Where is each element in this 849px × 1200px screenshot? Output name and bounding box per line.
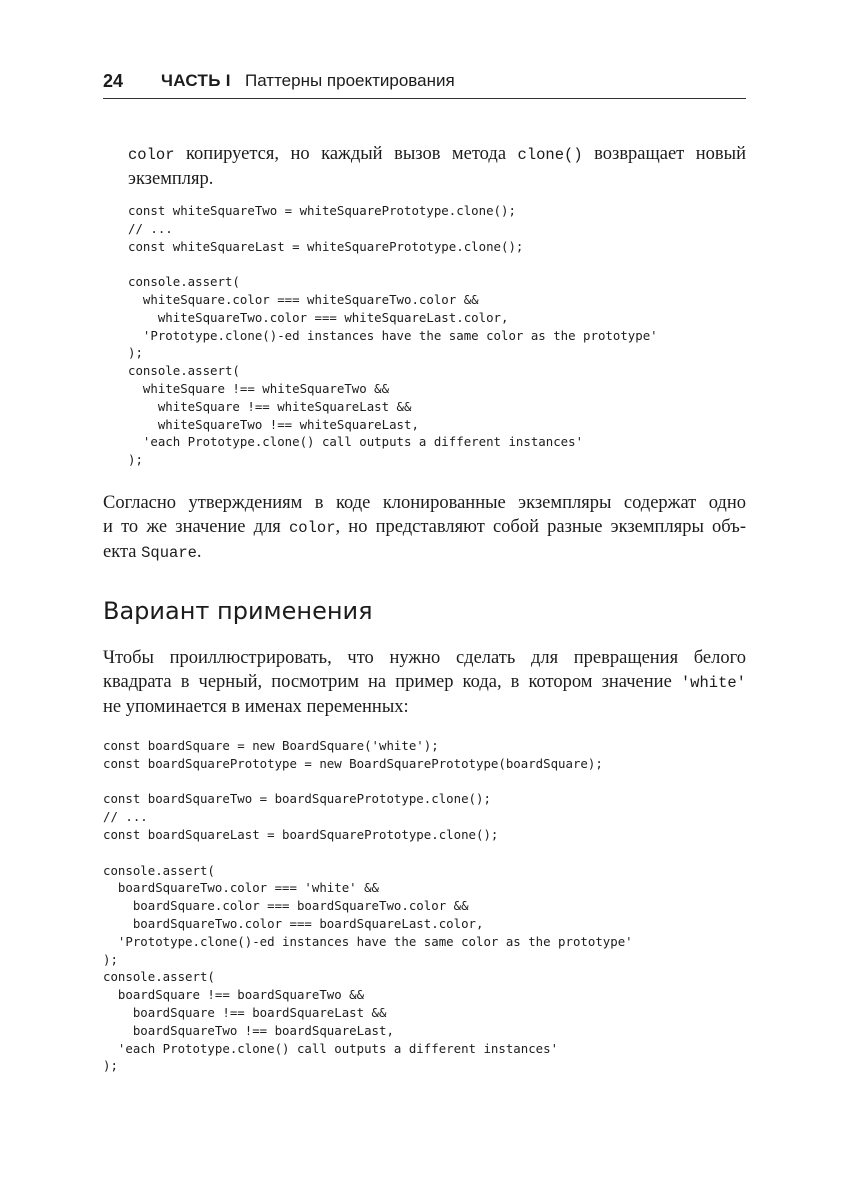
usage-line-3: не упоминается в именах переменных:	[103, 697, 409, 717]
code-line: );	[128, 345, 143, 361]
code-line: 'Prototype.clone()-ed instances have the same color as the prototype'	[103, 933, 633, 949]
inline-code: color	[288, 519, 336, 537]
code-line: );	[103, 1058, 118, 1074]
explanation-line-2	[103, 515, 746, 540]
code-line	[103, 844, 633, 862]
text-fragment: квадрата в черный, посмотрим на пример кода, в котором значение	[103, 672, 681, 692]
code-block-1	[128, 202, 658, 469]
code-line: boardSquare.color === boardSquareTwo.color &&	[103, 898, 469, 914]
code-line: 'Prototype.clone()-ed instances have the same color as the prototype'	[128, 327, 658, 343]
code-line: boardSquareTwo !== boardSquareLast,	[103, 1022, 394, 1038]
usage-line-2	[103, 670, 746, 695]
text-fragment: , но представляют собой разные экземпляры объ-	[335, 517, 746, 537]
code-line: );	[103, 951, 118, 967]
code-line: whiteSquareTwo.color === whiteSquareLast.color,	[128, 309, 509, 325]
text-fragment: и то же значение для	[103, 517, 289, 537]
code-line: whiteSquare !== whiteSquareLast &&	[128, 398, 412, 414]
code-line: 'each Prototype.clone() call outputs a different instances'	[103, 1040, 559, 1056]
code-line: boardSquareTwo.color === 'white' &&	[103, 880, 380, 896]
explanation-line-1: Согласно утверждениям в коде клонированные экземпляры содержат одно	[103, 493, 746, 513]
code-line: 'each Prototype.clone() call outputs a different instances'	[128, 434, 584, 450]
usage-paragraph	[103, 646, 746, 719]
text-fragment: .	[196, 542, 202, 562]
inline-code: color	[128, 146, 175, 164]
code-line: const boardSquareTwo = boardSquarePrototype.clone();	[103, 791, 491, 807]
explanation-line-3	[103, 540, 746, 565]
part-label: ЧАСТЬ I	[161, 71, 231, 90]
code-line: );	[128, 452, 143, 468]
text-fragment: екта	[103, 542, 142, 562]
text-fragment: возвращает новый	[582, 144, 746, 164]
code-line: boardSquareTwo.color === boardSquareLast.color,	[103, 915, 484, 931]
inline-code: 'white'	[680, 674, 746, 692]
code-line: boardSquare !== boardSquareTwo &&	[103, 987, 365, 1003]
code-line	[103, 773, 633, 791]
code-line: const whiteSquareLast = whiteSquarePrototype.clone();	[128, 238, 524, 254]
code-line	[128, 255, 658, 273]
code-line: console.assert(	[103, 862, 215, 878]
code-line: boardSquare !== boardSquareLast &&	[103, 1004, 387, 1020]
explanation-paragraph	[103, 491, 746, 565]
page-number: 24	[103, 71, 124, 91]
code-line: console.assert(	[128, 274, 240, 290]
chapter-title: Паттерны проектирования	[245, 71, 455, 90]
usage-line-1: Чтобы проиллюстрировать, что нужно сделать для превращения белого	[103, 648, 746, 668]
code-line: const boardSquare = new BoardSquare('white');	[103, 738, 439, 753]
intro-line-2: экземпляр.	[128, 169, 214, 189]
code-line: const boardSquarePrototype = new BoardSquarePrototype(boardSquare);	[103, 755, 603, 771]
code-line: console.assert(	[103, 969, 215, 985]
code-line: console.assert(	[128, 363, 240, 379]
code-line: whiteSquareTwo !== whiteSquareLast,	[128, 416, 419, 432]
code-line: // ...	[128, 220, 173, 236]
code-line: whiteSquare !== whiteSquareTwo &&	[128, 380, 390, 396]
section-heading: Вариант применения	[103, 597, 373, 625]
code-line: const boardSquareLast = boardSquarePrototype.clone();	[103, 826, 499, 842]
running-header	[103, 68, 746, 99]
code-line: whiteSquare.color === whiteSquareTwo.color &&	[128, 291, 479, 307]
inline-code: Square	[141, 544, 197, 562]
inline-code: clone()	[517, 146, 583, 164]
intro-paragraph	[128, 142, 746, 191]
text-fragment: копируется, но каждый вызов метода	[174, 144, 518, 164]
intro-line-1	[128, 142, 746, 167]
code-block-2	[103, 737, 633, 1075]
code-line: const whiteSquareTwo = whiteSquarePrototype.clone();	[128, 203, 516, 218]
code-line: // ...	[103, 809, 148, 825]
